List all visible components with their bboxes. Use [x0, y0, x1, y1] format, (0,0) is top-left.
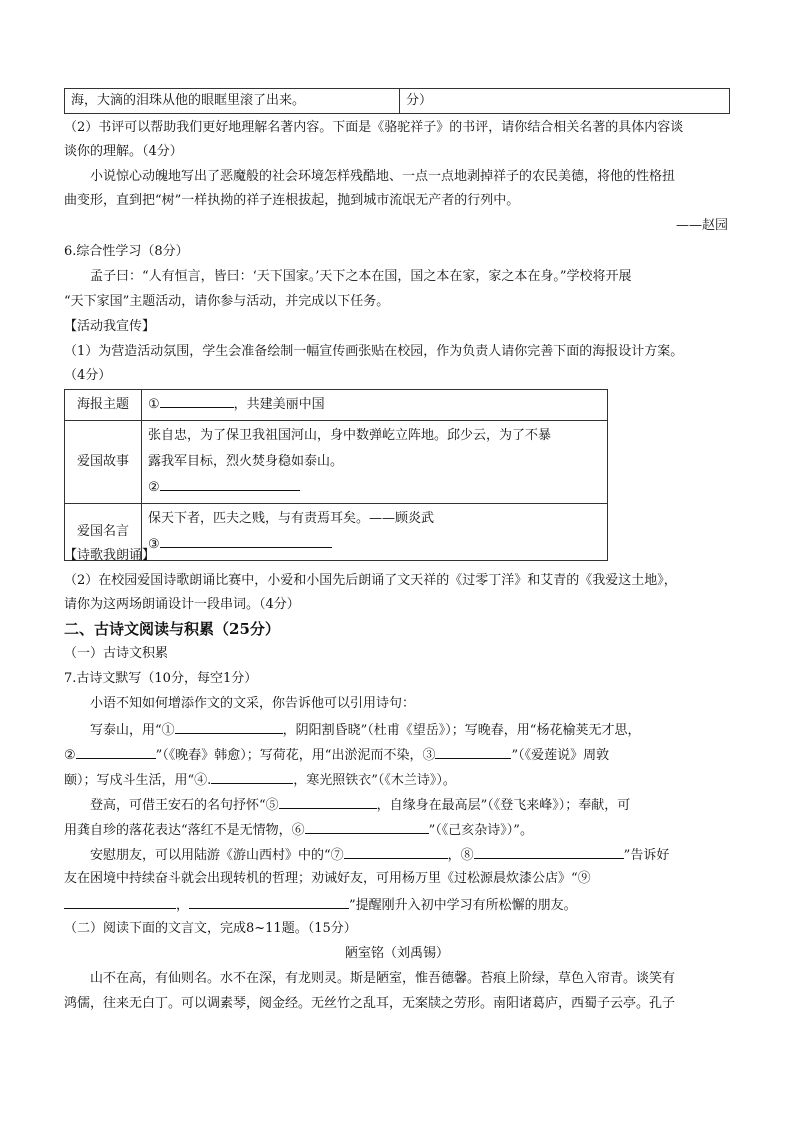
answer-blank-q7-10[interactable] [189, 896, 349, 909]
poster-quote-line1: 保天下者，匹夫之贱，与有责焉耳矣。——顾炎武 [148, 511, 435, 526]
q7-line8 [64, 896, 577, 914]
q7-intro: 小语不知如何增添作文的文采，你告诉他可以引用诗句： [90, 696, 416, 711]
section-activity-promo: 【活动我宣传】 [64, 319, 156, 334]
review-author: ——赵园 [675, 218, 728, 233]
q6-intro1: 孟子曰：“人有恒言，皆曰：‘天下国家。’天下之本在国，国之本在家，家之本在身。”学校将开展 [90, 269, 632, 284]
q7-title: 7.古诗文默写（10分，每空1分） [64, 671, 258, 686]
q7-line2-c: ”（《爱莲说》周敦 [511, 748, 610, 763]
q7-line5-b: ”（《己亥杂诗》）”。 [428, 823, 533, 838]
q7-line6-a: 安慰朋友，可以用陆游《游山西村》中的“⑦ [90, 848, 344, 863]
q7-line6-c: ”告诉好 [623, 848, 670, 863]
part2-heading: 二、古诗文阅读与积累（25分） [64, 620, 280, 638]
task2-line1: （2）在校园爱国诗歌朗诵比赛中，小爱和小国先后朗诵了文天祥的《过零丁洋》和艾青的《我爱这土地》， [64, 573, 677, 588]
answer-blank-q7-7[interactable] [344, 846, 448, 859]
answer-blank-q7-5[interactable] [279, 796, 377, 809]
answer-blank-q7-3[interactable] [435, 746, 511, 759]
answer-blank-q7-6[interactable] [305, 821, 429, 834]
q5-2-line1: （2）书评可以帮助我们更好地理解名著内容。下面是《骆驼祥子》的书评，请你结合相关名著的具体内容谈 [64, 120, 684, 135]
q7-line5 [64, 821, 533, 839]
q7-line6-b: ，⑧ [447, 848, 474, 863]
task2-line2: 请你为这两场朗诵设计一段串词。（4分） [64, 597, 300, 612]
poster-theme-text: ，共建美丽中国 [233, 397, 325, 412]
q7-line4 [90, 796, 630, 814]
q7-line8-b: ， [176, 898, 190, 913]
review-line2: 曲变形，直到把“树”一样执拗的祥子连根拔起，抛到城市流氓无产者的行列中。 [64, 193, 520, 208]
q6-title: 6.综合性学习（8分） [64, 244, 189, 259]
q7-line2-b: ”（《晚春》韩愈）；写荷花，用“出淤泥而不染，③ [155, 748, 436, 763]
poster-story-line2: 露我军目标，烈火焚身稳如泰山。 [148, 454, 344, 469]
answer-blank-q7-2[interactable] [76, 746, 156, 759]
q7-line2-a: ② [64, 748, 76, 763]
top-table-left-cell: 海，大滴的泪珠从他的眼眶里滚了出来。 [65, 89, 400, 114]
q7-line4-b: ，自缘身在最高层”（《登飞来峰》）；奉献，可 [376, 798, 631, 813]
poster-story-blank-row [148, 475, 601, 501]
blank-1-number: ① [148, 397, 160, 412]
answer-blank-2[interactable] [160, 478, 300, 491]
q7-line2 [64, 746, 609, 764]
poster-story-line1: 张自忠，为了保卫我祖国河山，身中数弹屹立阵地。邱少云，为了不暴 [148, 428, 552, 443]
answer-blank-q7-8[interactable] [474, 846, 624, 859]
essay-line1: 山不在高，有仙则名。水不在深，有龙则灵。斯是陋室，惟吾德馨。苔痕上阶绿，草色入帘青。谈笑有 [90, 971, 676, 986]
poster-story-label: 爱国故事 [65, 421, 142, 504]
poster-table [64, 389, 608, 561]
q7-line4-a: 登高，可借王安石的名句抒怀“⑤ [90, 798, 279, 813]
blank-3-number: ③ [148, 537, 160, 552]
q6-intro2: “天下家国”主题活动，请你参与活动，并完成以下任务。 [64, 294, 390, 309]
task1-line2: （4分） [64, 368, 112, 383]
answer-blank-1[interactable] [160, 395, 234, 408]
poster-quote-cell [142, 504, 608, 561]
q7-line7: 友在困境中持续奋斗就会出现转机的哲理；劝诫好友，可用杨万里《过松源晨炊漆公店》“⑨ [64, 871, 591, 886]
q7-line3 [64, 771, 456, 789]
q7-line1-b: ，阴阳割昏晓”（杜甫《望岳》）；写晚春，用“杨花榆荚无才思， [282, 723, 641, 738]
q7-line6 [90, 846, 669, 864]
section-poetry-recital: 【诗歌我朗诵】 [64, 548, 156, 563]
review-line1: 小说惊心动魄地写出了恶魔般的社会环境怎样残酷地、一点一点地剥掉祥子的农民美德，将他的性格扭 [90, 169, 676, 184]
q7-line3-a: 颐）；写戍斗生活，用“④. [64, 773, 212, 788]
poster-quote-label: 爱国名言 [65, 504, 142, 561]
answer-blank-3[interactable] [160, 535, 332, 548]
poster-theme-cell [142, 390, 608, 421]
essay-title: 陋室铭（刘禹锡） [344, 946, 449, 961]
blank-2-number: ② [148, 480, 160, 495]
q5-2-line2: 谈你的理解。（4分） [64, 144, 183, 159]
part2-sub1: （一）古诗文积累 [64, 646, 169, 661]
poster-story-cell [142, 421, 608, 504]
answer-blank-q7-9[interactable] [64, 896, 176, 909]
poster-theme-label: 海报主题 [65, 390, 142, 421]
q7-line5-a: 用龚自珍的落花表达“落红不是无情物，⑥ [64, 823, 305, 838]
q7-line1-a: 写泰山，用“① [90, 723, 175, 738]
part2-sub2: （二）阅读下面的文言文，完成8~11题。（15分） [64, 921, 357, 936]
top-table-right-cell: 分） [400, 89, 730, 114]
answer-blank-q7-4[interactable] [211, 771, 293, 784]
essay-line2: 鸿儒，往来无白丁。可以调素琴，阅金经。无丝竹之乱耳，无案牍之劳形。南阳诸葛庐，西蜀子云亭。孔子 [64, 996, 676, 1011]
answer-blank-q7-1[interactable] [175, 721, 283, 734]
q7-line8-c: ”提醒刚升入初中学习有所松懈的朋友。 [349, 898, 577, 913]
q7-line1 [90, 721, 640, 739]
poster-quote-blank-row [148, 532, 601, 558]
q7-line3-b: ，寒光照铁衣”（《木兰诗》）。 [293, 773, 456, 788]
task1-line1: （1）为营造活动氛围，学生会准备绘制一幅宣传画张贴在校园，作为负责人请你完善下面的海报设计方案。 [64, 344, 684, 359]
top-table [64, 88, 730, 114]
